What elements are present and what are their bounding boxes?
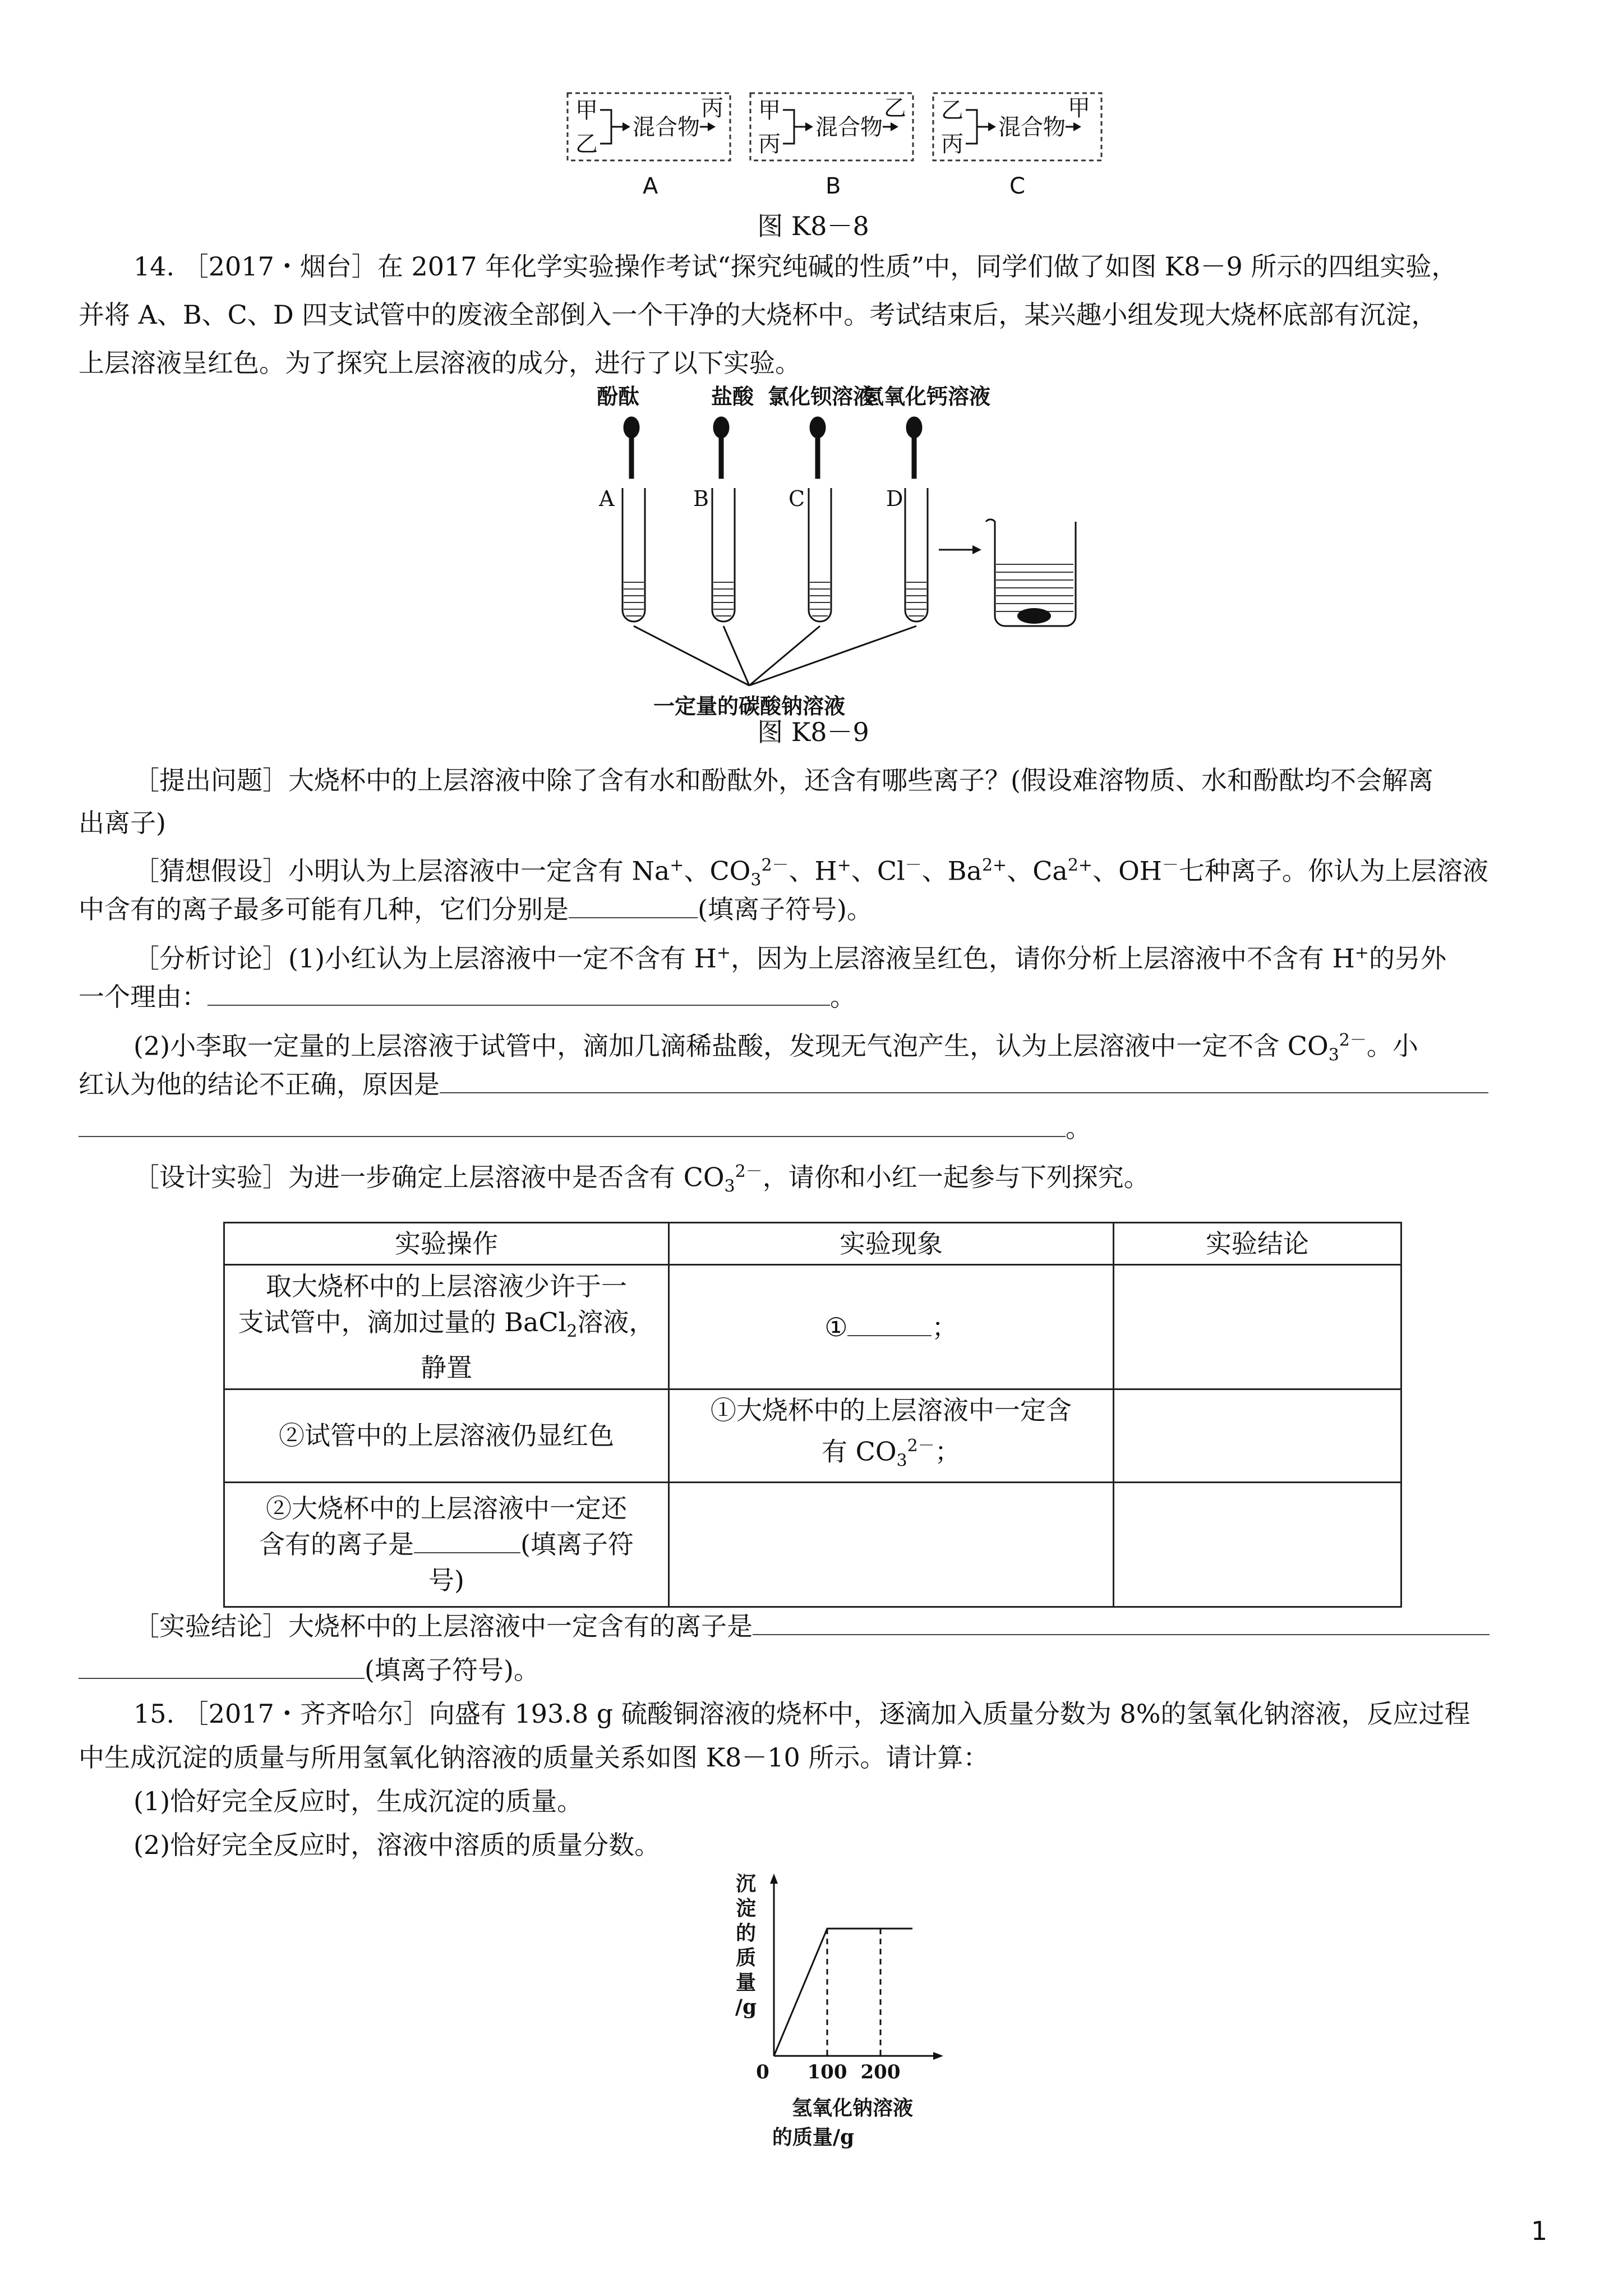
- dropper-a-bulb: [624, 417, 639, 438]
- table-row: [224, 1389, 1401, 1483]
- tube-d: [905, 488, 928, 622]
- fig8-b-out: 乙: [884, 95, 906, 121]
- tube-a: [623, 488, 645, 622]
- blank-reason2-cont[interactable]: [79, 1114, 1066, 1137]
- p2a: ［猜想假设］小明认为上层溶液中一定含有 Na+、$CO_3^{2-}$、H+、Cl－、$Ba^{2+}$、$Ca^{2+}$、OH－七种离子。你认为上层溶液: [133, 855, 1488, 890]
- r1-conclusion: [1113, 1265, 1401, 1389]
- conclusion-line2: (填离子符号)。: [79, 1653, 540, 1687]
- q14-line3: 上层溶液呈红色。为了探究上层溶液的成分，进行了以下实验。: [79, 348, 801, 378]
- p5: ［设计实验］为进一步确定上层溶液中是否含有 $CO_3^{2-}$，请你和小红一起参与下列探究。: [133, 1162, 1150, 1197]
- p4b: 红认为他的结论不正确，原因是: [79, 1067, 1488, 1102]
- header-phenomenon: 实验现象: [668, 1223, 1113, 1265]
- q14-line2: 并将 A、B、C、D 四支试管中的废液全部倒入一个干净的大烧杯中。考试结束后，某兴趣小组发现大烧杯底部有沉淀，: [79, 300, 1437, 330]
- p1b: 出离子): [79, 808, 166, 838]
- r3-operation: ②大烧杯中的上层溶液中一定还 含有的离子是 (填离子符 号): [224, 1482, 669, 1607]
- dropper-d-bulb: [907, 417, 921, 438]
- r1-operation: 取大烧杯中的上层溶液少许于一 支试管中，滴加过量的 BaCl$_2$溶液， 静置: [224, 1265, 669, 1389]
- reagent-caoh2: 氢氧化钙溶液: [862, 384, 991, 409]
- fig8-a-letter: A: [643, 173, 658, 199]
- p4a: (2)小李取一定量的上层溶液于试管中，滴加几滴稀盐酸，发现无气泡产生，认为上层溶液中一定不含 $CO_3^{2-}$。小: [133, 1030, 1418, 1065]
- fig8-b-in2: 丙: [758, 131, 781, 157]
- y-label-char: 沉: [735, 1872, 757, 1895]
- p2a-2: 、CO: [684, 855, 751, 886]
- q15-line1: 15. ［2017・齐齐哈尔］向盛有 193.8 g 硫酸铜溶液的烧杯中，逐滴加入质量分数为 8%的氢氧化钠溶液，反应过程: [133, 1699, 1470, 1729]
- blank-conclusion[interactable]: [753, 1612, 1490, 1635]
- r3-phenomenon: [668, 1482, 1113, 1607]
- page-number: 1: [1531, 2216, 1548, 2246]
- header-operation: 实验操作: [224, 1223, 669, 1265]
- q15-line3: (1)恰好完全反应时，生成沉淀的质量。: [133, 1786, 583, 1816]
- blank-reason1[interactable]: [208, 982, 830, 1006]
- fig8-b-letter: B: [826, 173, 841, 199]
- p3a: ［分析讨论］(1)小红认为上层溶液中一定不含有 H+，因为上层溶液呈红色，请你分析上层溶液中不含有 H+的另外: [133, 943, 1446, 974]
- fig8-caption: 图 K8－8: [757, 211, 869, 241]
- y-axis-arrow: [770, 1874, 778, 1884]
- conclusion-line1: ［实验结论］大烧杯中的上层溶液中一定含有的离子是: [133, 1609, 1490, 1644]
- fig8-a-in1: 甲: [575, 98, 598, 123]
- y-label-char: 淀: [735, 1897, 757, 1920]
- x-tick-label: 0: [756, 2061, 769, 2083]
- x-axis-arrow: [933, 2052, 943, 2060]
- blank-remaining-ions[interactable]: [414, 1530, 520, 1553]
- r2-phenomenon: ①大烧杯中的上层溶液中一定含 有 $CO_3^{2-}$；: [668, 1389, 1113, 1483]
- fig8-a-mix: 混合物: [633, 114, 700, 140]
- dropper-d-tip: [912, 436, 916, 478]
- dropper-b-tip: [720, 436, 723, 478]
- q15-line4: (2)恰好完全反应时，溶液中溶质的质量分数。: [133, 1830, 661, 1860]
- series-line: [774, 1929, 912, 2056]
- y-label-char: 的: [735, 1921, 757, 1945]
- precipitate-chart: [729, 1868, 965, 2171]
- fig8-c-out: 甲: [1068, 95, 1090, 121]
- dropper-c-tip: [816, 436, 819, 478]
- reagent-bacl2: 氯化钡溶液: [767, 384, 875, 409]
- converge-lines: [634, 626, 916, 685]
- fig9-diagram: [583, 381, 1088, 718]
- dropper-c-bulb: [810, 417, 825, 438]
- p2b: 中含有的离子最多可能有几种，它们分别是 (填离子符号)。: [79, 894, 873, 924]
- y-label-unit: /g: [735, 1995, 757, 2019]
- r2-operation: ②试管中的上层溶液仍显红色: [224, 1389, 669, 1483]
- precipitate: [1017, 608, 1051, 624]
- fig8-b-in1: 甲: [758, 98, 781, 123]
- dropper-group: [624, 417, 921, 478]
- fig8-diagram: [561, 90, 1110, 202]
- tube-b: [712, 488, 735, 622]
- r3-conclusion: [1113, 1482, 1401, 1607]
- dropper-b-bulb: [714, 417, 728, 438]
- x-tick-label: 100: [807, 2061, 847, 2083]
- fig8-c-letter: C: [1009, 173, 1025, 199]
- r1-phenomenon: ① ；: [668, 1265, 1113, 1389]
- tube-c: [809, 488, 831, 622]
- q15-line2: 中生成沉淀的质量与所用氢氧化钠溶液的质量关系如图 K8－10 所示。请计算：: [79, 1742, 989, 1773]
- tube-label-d: D: [886, 486, 903, 511]
- p2a-1: ［猜想假设］小明认为上层溶液中一定含有 Na: [133, 855, 670, 886]
- r2-conclusion: [1113, 1389, 1401, 1483]
- chart-ylabel: [735, 1872, 757, 2019]
- fig8-b-mix: 混合物: [815, 114, 883, 140]
- fig8-c-in1: 乙: [941, 98, 963, 123]
- blank-ions[interactable]: [569, 895, 698, 918]
- blank-reason2[interactable]: [440, 1070, 1488, 1093]
- x-tick-label: 200: [860, 2061, 901, 2083]
- table-header-row: [224, 1223, 1401, 1265]
- chart-xlabel-line2: 的质量/g: [772, 2125, 855, 2149]
- y-label-char: 量: [735, 1971, 757, 1994]
- p1a: ［提出问题］大烧杯中的上层溶液中除了含有水和酚酞外，还含有哪些离子？(假设难溶物质、水和酚酞均不会解离: [133, 765, 1433, 795]
- fig8-a-in2: 乙: [575, 131, 598, 157]
- tube-label-c: C: [789, 486, 805, 511]
- table-row: [224, 1482, 1401, 1607]
- reagent-hcl: 盐酸: [711, 384, 754, 409]
- reagent-phenolphthalein: 酚酞: [596, 384, 640, 409]
- fig9-caption: 图 K8－9: [757, 717, 869, 747]
- fig8-c-mix: 混合物: [998, 114, 1066, 140]
- p4c: 。: [79, 1111, 1091, 1145]
- chart-xlabel-line1: 氢氧化钠溶液: [791, 2096, 914, 2120]
- fig8-c-in2: 丙: [941, 131, 963, 157]
- blank-conclusion-cont[interactable]: [79, 1655, 365, 1679]
- tube-label-a: A: [599, 486, 615, 511]
- tube-label-b: B: [693, 486, 709, 511]
- p3b: 一个理由： 。: [79, 982, 856, 1012]
- q14-line1: 14. ［2017・烟台］在 2017 年化学实验操作考试“探究纯碱的性质”中，同学们做了如图 K8－9 所示的四组实验，: [133, 251, 1458, 282]
- experiment-table: [223, 1222, 1402, 1608]
- y-label-char: 质: [735, 1946, 757, 1970]
- fig8-a-out: 丙: [701, 95, 723, 121]
- table-row: [224, 1265, 1401, 1389]
- blank-phenomenon[interactable]: [847, 1313, 932, 1336]
- header-conclusion: 实验结论: [1113, 1223, 1401, 1265]
- fig9-bottom-label: 一定量的碳酸钠溶液: [653, 694, 846, 718]
- dropper-a-tip: [630, 436, 633, 478]
